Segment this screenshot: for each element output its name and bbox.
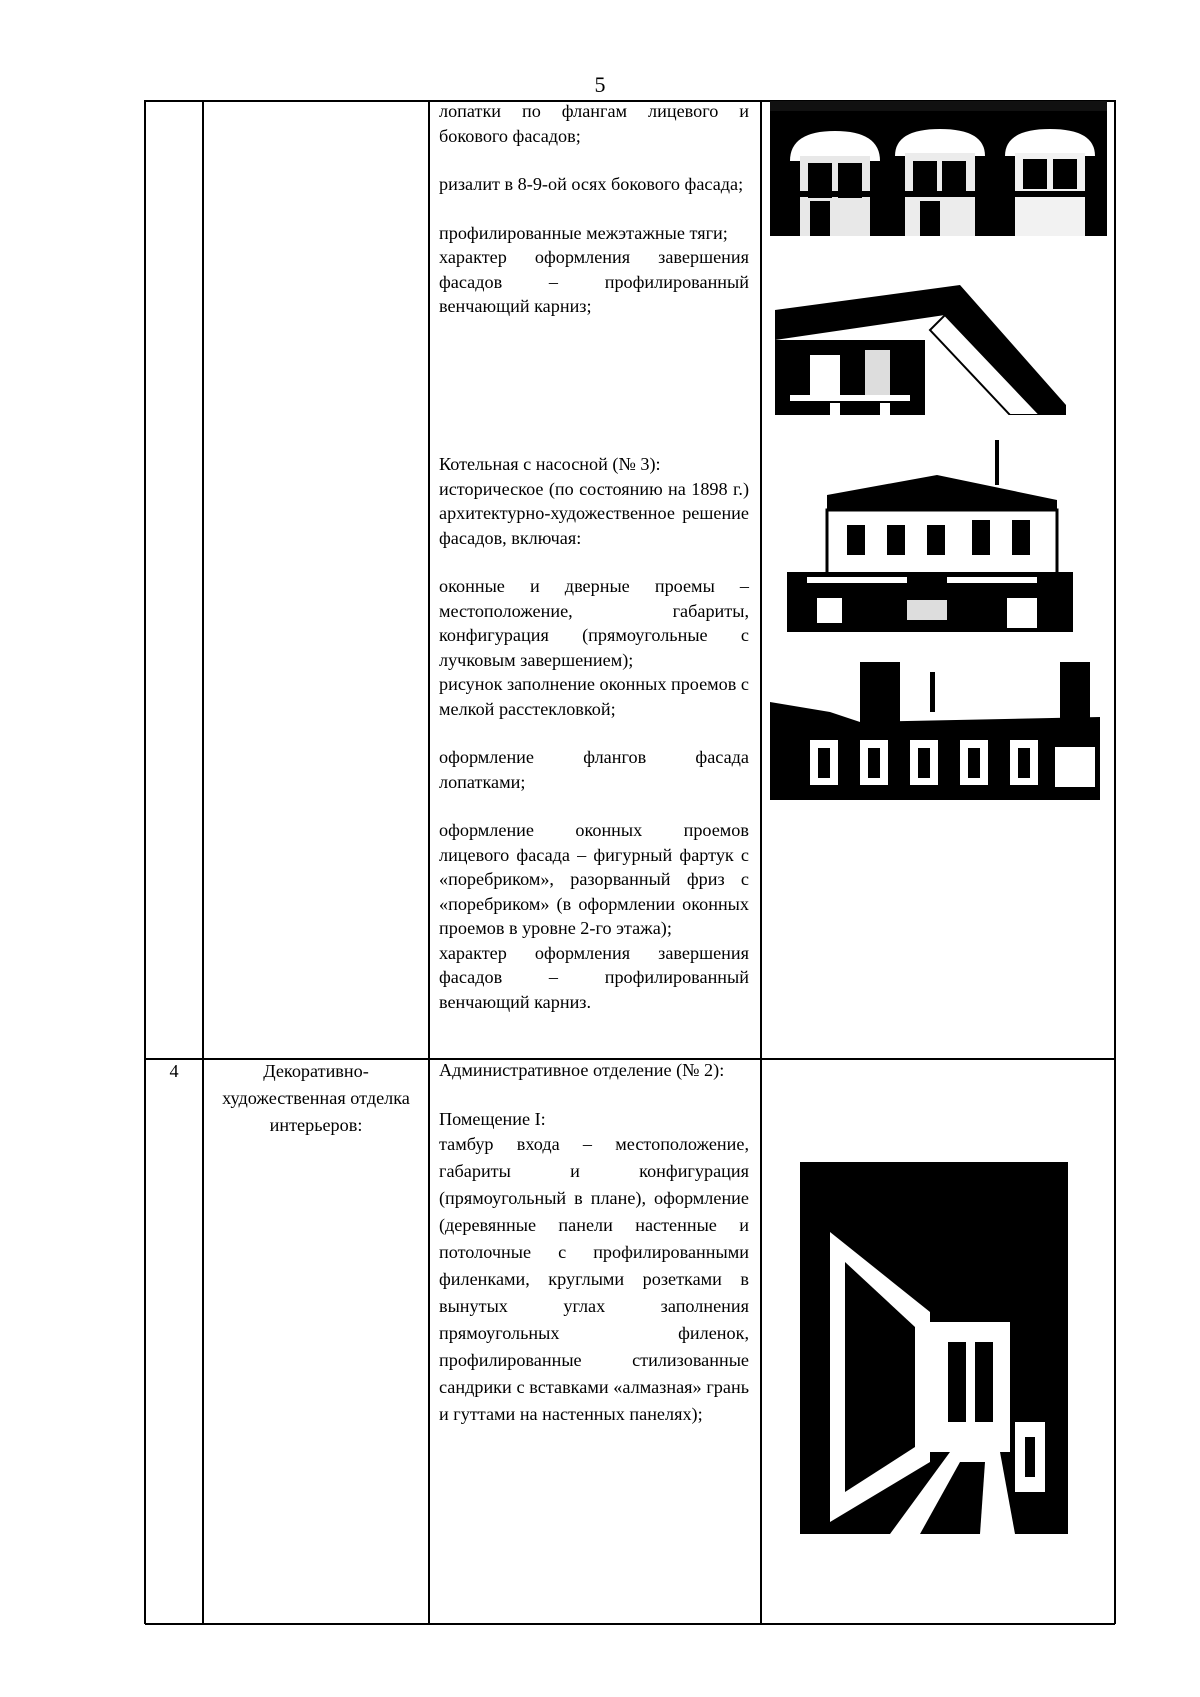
text-line: характер оформления завершения фасадов – профилированный венчающий карниз.: [439, 942, 749, 1012]
text-line: оконные и дверные проемы – местоположение, габариты, конфигурация (прямоугольные с лучковым завершением);: [439, 576, 749, 670]
window-arches-facade-photo: [770, 101, 1107, 236]
boiler-house-photo: [787, 440, 1073, 632]
text-line: тамбур входа – местоположение, габариты и конфигурация (прямоугольный в плане), оформление (деревянные панели настенные и потолочные с профилированными филенками, круглыми розетками в вынутых углах заполнения прямоугольных филенок, профилированные стилизованные сандрики с вставками «алмазная» грань и гуттами на настенных панелях);: [439, 1134, 749, 1424]
boiler-house-text: [439, 452, 749, 1014]
interior-description-text: [439, 1058, 749, 1428]
text-line: Котельная с насосной (№ 3):: [439, 454, 661, 474]
text-line: ризалит в 8-9-ой осях бокового фасада;: [439, 174, 744, 194]
facade-features-text: [439, 99, 749, 319]
text-line: историческое (по состоянию на 1898 г.) архитектурно-художественное решение фасадов, включая:: [439, 478, 749, 548]
cornice-detail-photo: [770, 285, 1066, 415]
boiler-house-facade-photo: [770, 662, 1100, 800]
text-line: оформление флангов фасада лопатками;: [439, 747, 749, 792]
entrance-vestibule-interior-photo: [800, 1162, 1068, 1534]
text-line: характер оформления завершения фасадов – профилированный венчающий карниз;: [439, 247, 749, 316]
page-number: 5: [594, 72, 606, 97]
row-category: Декоративно-художественная отделка интерьеров:: [222, 1061, 410, 1135]
text-line: рисунок заполнение оконных проемов с мелкой расстекловкой;: [439, 674, 749, 719]
text-line: оформление оконных проемов лицевого фасада – фигурный фартук с «поребриком», разорванный фриз с «поребриком» (в оформлении оконных проемов в уровне 2-го этажа);: [439, 820, 749, 938]
text-line: Административное отделение (№ 2):: [439, 1060, 725, 1080]
text-line: профилированные межэтажные тяги;: [439, 222, 728, 243]
text-line: лопатки по флангам лицевого и бокового фасадов;: [439, 101, 749, 146]
row-number: 4: [169, 1061, 179, 1081]
text-line: Помещение I:: [439, 1108, 546, 1129]
